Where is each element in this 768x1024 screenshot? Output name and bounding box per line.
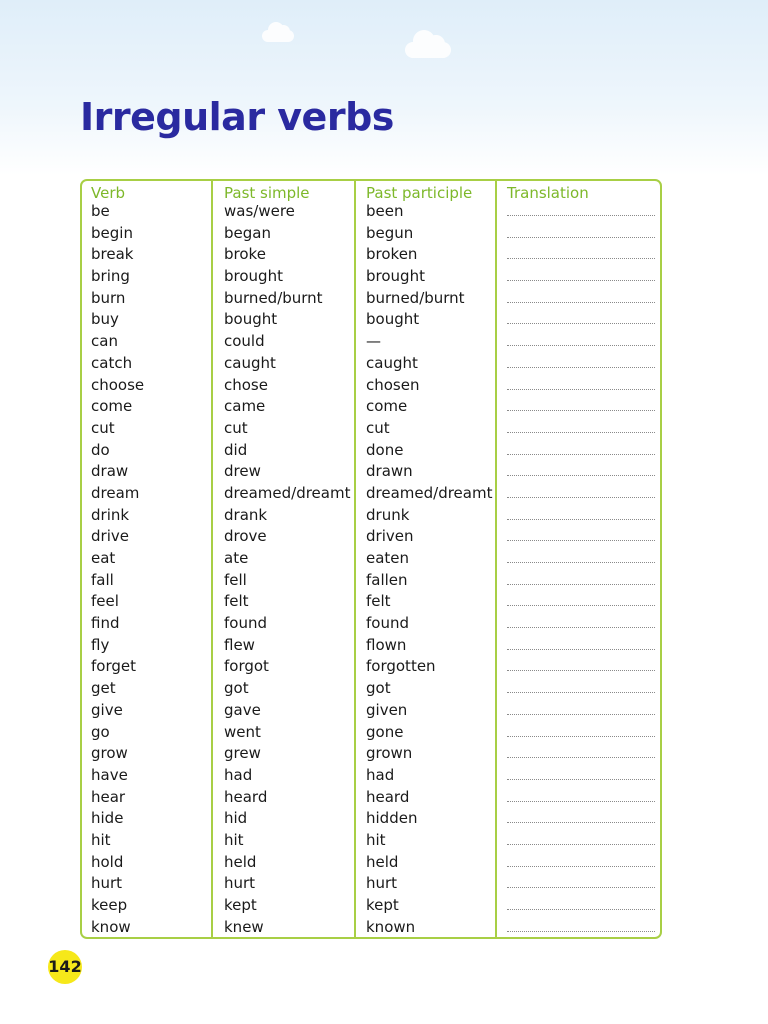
table-row — [82, 852, 660, 874]
translation-blank[interactable] — [507, 237, 655, 238]
table-row — [82, 353, 660, 375]
past-participle-cell: brought — [366, 267, 425, 286]
verb-cell: hear — [91, 787, 126, 806]
past-participle-cell: grown — [366, 744, 413, 763]
verb-cell: can — [91, 332, 118, 351]
past-simple-cell: drove — [224, 527, 267, 546]
table-row — [82, 591, 660, 613]
past-simple-cell: kept — [224, 896, 257, 914]
past-participle-cell: come — [366, 397, 408, 416]
past-participle-cell: hit — [366, 830, 386, 849]
verb-cell: eat — [91, 549, 116, 567]
translation-blank[interactable] — [507, 454, 655, 455]
translation-blank[interactable] — [507, 519, 655, 520]
past-participle-cell: gone — [366, 722, 404, 741]
header-verb: Verb — [91, 184, 126, 202]
verb-cell: cut — [91, 418, 115, 437]
verb-cell: go — [91, 722, 110, 741]
past-simple-cell: did — [224, 440, 248, 459]
table-row — [82, 505, 660, 527]
translation-blank[interactable] — [507, 801, 655, 802]
past-participle-cell: drawn — [366, 462, 413, 481]
past-simple-cell: bought — [224, 310, 278, 329]
past-participle-cell: cut — [366, 418, 390, 437]
table-row — [82, 570, 660, 592]
past-simple-cell: got — [224, 679, 249, 698]
past-simple-cell: came — [224, 397, 266, 416]
verb-cell: forget — [91, 657, 136, 676]
past-participle-cell: begun — [366, 223, 414, 242]
table-row — [82, 266, 660, 288]
translation-blank[interactable] — [507, 562, 655, 563]
past-participle-cell: heard — [366, 787, 410, 806]
table-row — [82, 895, 660, 917]
translation-blank[interactable] — [507, 475, 655, 476]
past-simple-cell: fell — [224, 570, 247, 589]
verb-cell: feel — [91, 592, 119, 611]
translation-blank[interactable] — [507, 736, 655, 737]
translation-blank[interactable] — [507, 367, 655, 368]
verb-cell: fall — [91, 570, 114, 589]
translation-blank[interactable] — [507, 280, 655, 281]
past-simple-cell: held — [224, 852, 257, 871]
past-simple-cell: drew — [224, 462, 261, 481]
verb-cell: catch — [91, 353, 133, 372]
past-participle-cell: felt — [366, 592, 391, 611]
verb-cell: burn — [91, 288, 126, 307]
translation-blank[interactable] — [507, 215, 655, 216]
verb-cell: fly — [91, 635, 110, 654]
past-participle-cell: been — [366, 202, 404, 220]
verb-cell: buy — [91, 310, 119, 329]
table-row — [82, 917, 660, 939]
past-simple-cell: hit — [224, 830, 244, 849]
verb-cell: dream — [91, 483, 140, 502]
table-row — [82, 526, 660, 548]
table-row — [82, 765, 660, 787]
verb-cell: hurt — [91, 874, 123, 893]
verb-cell: keep — [91, 896, 128, 914]
verb-cell: break — [91, 245, 134, 264]
table-row — [82, 830, 660, 852]
verb-cell: choose — [91, 375, 145, 394]
past-simple-cell: flew — [224, 635, 255, 654]
header-translation: Translation — [507, 184, 589, 202]
translation-blank[interactable] — [507, 323, 655, 324]
past-simple-cell: could — [224, 332, 265, 351]
table-row — [82, 700, 660, 722]
table-row — [82, 483, 660, 505]
past-participle-cell: driven — [366, 527, 414, 546]
past-participle-cell: found — [366, 614, 409, 633]
header-past-participle: Past participle — [366, 184, 473, 202]
translation-blank[interactable] — [507, 931, 655, 932]
table-row — [82, 722, 660, 744]
table-row — [82, 808, 660, 830]
table-row — [82, 743, 660, 765]
translation-blank[interactable] — [507, 627, 655, 628]
verb-cell: hide — [91, 809, 124, 828]
verb-cell: drink — [91, 505, 130, 524]
translation-blank[interactable] — [507, 605, 655, 606]
past-simple-cell: cut — [224, 418, 248, 437]
translation-blank[interactable] — [507, 432, 655, 433]
past-simple-cell: knew — [224, 917, 264, 936]
translation-blank[interactable] — [507, 779, 655, 780]
verb-cell: come — [91, 397, 133, 416]
past-participle-cell: chosen — [366, 375, 420, 394]
past-simple-cell: gave — [224, 700, 261, 719]
verb-cell: hold — [91, 852, 124, 871]
past-participle-cell: drunk — [366, 505, 410, 524]
verb-cell: be — [91, 202, 110, 220]
table-row — [82, 288, 660, 310]
past-simple-cell: dreamed/dreamt — [224, 483, 351, 502]
cloud-icon — [262, 30, 294, 42]
past-simple-cell: felt — [224, 592, 249, 611]
verb-cell: know — [91, 917, 131, 936]
table-row — [82, 201, 660, 223]
verb-cell: drive — [91, 527, 129, 546]
past-simple-cell: hurt — [224, 874, 256, 893]
past-simple-cell: found — [224, 614, 267, 633]
table-row — [82, 375, 660, 397]
past-participle-cell: held — [366, 852, 399, 871]
past-participle-cell: broken — [366, 245, 418, 264]
table-row — [82, 635, 660, 657]
past-participle-cell: hidden — [366, 809, 418, 828]
translation-blank[interactable] — [507, 258, 655, 259]
past-simple-cell: caught — [224, 353, 276, 372]
verb-cell: draw — [91, 462, 129, 481]
header-past-simple: Past simple — [224, 184, 310, 202]
past-participle-cell: caught — [366, 353, 418, 372]
table-row — [82, 223, 660, 245]
past-simple-cell: had — [224, 765, 253, 784]
verb-table — [80, 179, 662, 939]
past-simple-cell: brought — [224, 267, 283, 286]
past-participle-cell: kept — [366, 896, 399, 914]
past-simple-cell: hid — [224, 809, 248, 828]
table-row — [82, 613, 660, 635]
verb-cell: grow — [91, 744, 128, 763]
past-simple-cell: grew — [224, 744, 261, 763]
past-participle-cell: flown — [366, 635, 407, 654]
translation-blank[interactable] — [507, 649, 655, 650]
table-row — [82, 309, 660, 331]
verb-cell: do — [91, 440, 110, 459]
past-simple-cell: burned/burnt — [224, 288, 323, 307]
past-simple-cell: broke — [224, 245, 266, 264]
translation-blank[interactable] — [507, 757, 655, 758]
translation-blank[interactable] — [507, 887, 655, 888]
table-row — [82, 548, 660, 570]
verb-cell: have — [91, 765, 128, 784]
table-row — [82, 418, 660, 440]
translation-blank[interactable] — [507, 670, 655, 671]
table-row — [82, 461, 660, 483]
past-simple-cell: was/were — [224, 202, 295, 220]
verb-cell: bring — [91, 267, 130, 286]
past-participle-cell: forgotten — [366, 657, 436, 676]
past-simple-cell: went — [224, 722, 261, 741]
past-participle-cell: fallen — [366, 570, 408, 589]
past-participle-cell: burned/burnt — [366, 288, 465, 307]
past-simple-cell: drank — [224, 505, 268, 524]
translation-blank[interactable] — [507, 909, 655, 910]
translation-blank[interactable] — [507, 844, 655, 845]
past-participle-cell: had — [366, 765, 395, 784]
past-participle-cell: bought — [366, 310, 420, 329]
table-body — [82, 201, 660, 938]
table-row — [82, 396, 660, 418]
table-row — [82, 787, 660, 809]
table-row — [82, 678, 660, 700]
translation-blank[interactable] — [507, 822, 655, 823]
translation-blank[interactable] — [507, 302, 655, 303]
translation-blank[interactable] — [507, 584, 655, 585]
past-simple-cell: forgot — [224, 657, 269, 676]
table-row — [82, 440, 660, 462]
page-title: Irregular verbs — [80, 95, 394, 140]
translation-blank[interactable] — [507, 410, 655, 411]
cloud-icon — [405, 42, 451, 58]
past-participle-cell: got — [366, 679, 391, 698]
past-participle-cell: given — [366, 700, 408, 719]
past-simple-cell: heard — [224, 787, 268, 806]
page-number: 142 — [48, 957, 82, 976]
page-number-badge — [48, 950, 82, 984]
translation-blank[interactable] — [507, 497, 655, 498]
translation-blank[interactable] — [507, 345, 655, 346]
past-participle-cell: known — [366, 917, 416, 936]
past-participle-cell: eaten — [366, 549, 410, 567]
past-participle-cell: — — [366, 332, 381, 351]
verb-cell: begin — [91, 223, 133, 242]
past-simple-cell: chose — [224, 375, 268, 394]
translation-blank[interactable] — [507, 692, 655, 693]
verb-cell: find — [91, 614, 120, 633]
sky-background — [0, 0, 768, 175]
past-simple-cell: ate — [224, 549, 249, 567]
table-row — [82, 331, 660, 353]
translation-blank[interactable] — [507, 714, 655, 715]
past-participle-cell: dreamed/dreamt — [366, 483, 493, 502]
verb-cell: get — [91, 679, 116, 698]
past-simple-cell: began — [224, 223, 271, 242]
table-row — [82, 656, 660, 678]
verb-cell: give — [91, 700, 123, 719]
table-row — [82, 873, 660, 895]
translation-blank[interactable] — [507, 540, 655, 541]
translation-blank[interactable] — [507, 866, 655, 867]
past-participle-cell: done — [366, 440, 404, 459]
translation-blank[interactable] — [507, 389, 655, 390]
table-row — [82, 244, 660, 266]
past-participle-cell: hurt — [366, 874, 398, 893]
verb-cell: hit — [91, 830, 111, 849]
